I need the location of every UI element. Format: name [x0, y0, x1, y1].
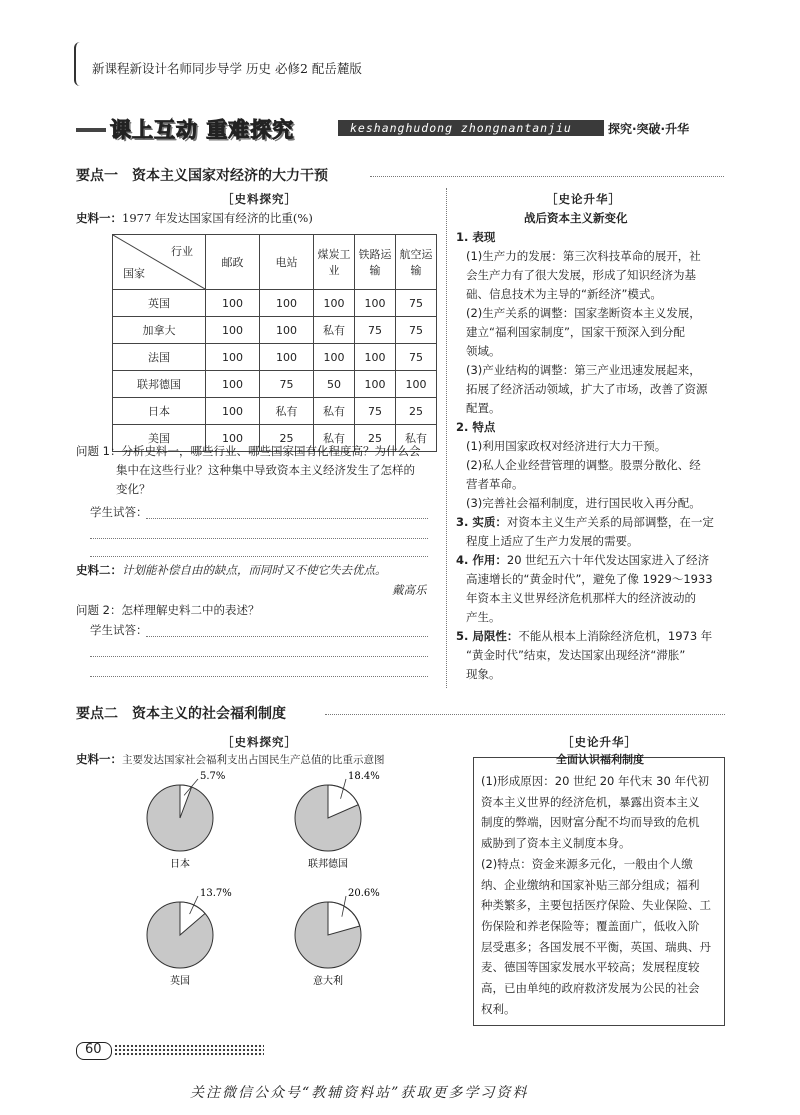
s1-material2: 史料二：计划能补偿自由的缺点，而同时又不使它失去优点。 [76, 563, 387, 577]
answer-line [90, 556, 428, 557]
s1-question1: 问题 1：分析史料一，哪些行业、哪些国家国有化程度高？为什么会 集中在这些行业？这种集中导致资本主义经济发生了怎样的 变化？ [76, 444, 421, 496]
pie-value-label-3: 13.7% [200, 888, 232, 899]
section1-heading-rule [370, 176, 724, 177]
footer-note: 关注微信公众号“教辅资料站”获取更多学习资料 [190, 1085, 529, 1101]
banner-pinyin: keshanghudong zhongnantanjiu [350, 121, 572, 135]
s1-right-label: ［史论升华］ [546, 192, 621, 206]
footer-dots [114, 1044, 264, 1056]
section2-heading: 要点二 资本主义的社会福利制度 [76, 706, 286, 722]
answer-line [90, 656, 428, 657]
s1-student-try-1: 学生试答： [90, 505, 148, 519]
header-series: 新课程新设计名师同步导学 历史 必修2 配岳麓版 [92, 61, 362, 76]
s1-right-title: 战后资本主义新变化 [524, 211, 628, 225]
table-row: 美国 100 25 私有 25 私有 [113, 425, 437, 452]
s1-data-table [112, 234, 437, 452]
s1-material2-author: 戴高乐 [392, 583, 427, 597]
s2-right-title: 全面认识福利制度 [556, 753, 644, 766]
pie-value-label-1: 5.7% [200, 771, 226, 782]
s1-student-try-2: 学生试答： [90, 623, 148, 637]
table-header: 铁路运输 [355, 235, 396, 290]
s2-left-label: ［史料探究］ [222, 735, 297, 749]
pie-value-label-4: 20.6% [348, 888, 380, 899]
pie-country-label-2: 联邦德国 [308, 859, 348, 870]
section1-divider [446, 188, 447, 688]
s2-right-body: (1)形成原因：20 世纪 20 年代末 30 年代初 资本主义世界的经济危机，暴露出资本主义 制度的弊端，因财富分配不均而导致的危机 威胁到了资本主义制度本身。 (2)特点：资金来源多元化，一般由个人缴 纳、企业缴纳和国家补贴三部分组成；福利 种类繁多，主要包括医疗保险、失业保险、工 伤保险和养老保险等；覆盖面广，低收入阶 层受惠多；各国发展不平衡，英国、瑞典、丹 麦、德国等国家发展水平较高；发展程度较 高，已由单纯的政府救济发展为公民的社会 权利。 [481, 774, 711, 1016]
pie-value-label-2: 18.4% [348, 771, 380, 782]
header-bar [74, 42, 80, 86]
table-row: 联邦德国 100 75 50 100 100 [113, 371, 437, 398]
s1-right-body: 1. 表现 (1)生产力的发展：第三次科技革命的展开，社 会生产力有了很大发展，形成了知识经济为基 础、信息技术为主导的“新经济”模式。 (2)生产关系的调整：国家垄断资本主义发展， 建立“福利国家制度”，国家干预深入到分配 领域。 (3)产业结构的调整：第三产业迅速发展起来， 拓展了经济活动领域，扩大了市场，改善了资源 配置。 2. 特点 (1)利用国家政权对经济进行大力干预。 (2)私人企业经营管理的调整。股票分散化、经 营者革命。 (3)完善社会福利制度，进行国民收入再分配。 3. 实质：对资本主义生产关系的局部调整，在一定 程度上适应了生产力发展的需要。 4. 作用：20 世纪五六十年代发达国家进入了经济 高速增长的“黄金时代”，避免了像 1929～1933 年资本主义世界经济危机那样大的经济波动的 产生。 5. 局限性：不能从根本上消除经济危机，1973 年 “黄金时代”结束，发达国家出现经济“滞胀” 现象。 [456, 230, 714, 681]
table-header: 邮政 [206, 235, 260, 290]
table-corner: 行业 国家 [113, 235, 206, 290]
page-number: 60 [85, 1042, 102, 1057]
s1-material1: 史料一：1977 年发达国家国有经济的比重(%) [76, 211, 313, 225]
banner-tag: 探究·突破·升华 [604, 120, 693, 137]
pie-country-label-3: 英国 [170, 976, 190, 987]
answer-line [146, 636, 428, 637]
s2-material1: 史料一：主要发达国家社会福利支出占国民生产总值的比重示意图 [76, 752, 385, 766]
banner-title: 课上互动 重难探究 [110, 118, 295, 142]
table-header: 煤炭工业 [314, 235, 355, 290]
table-row: 法国 100 100 100 100 75 [113, 344, 437, 371]
table-header: 航空运输 [396, 235, 437, 290]
pie-country-label-1: 日本 [170, 859, 190, 870]
s1-left-label: ［史料探究］ [222, 192, 297, 206]
section2-heading-rule [325, 714, 725, 715]
answer-line [90, 676, 428, 677]
table-header-row [113, 235, 437, 290]
table-header: 电站 [260, 235, 314, 290]
s1-question2: 问题 2：怎样理解史料二中的表述？ [76, 603, 260, 617]
s2-right-label: ［史论升华］ [562, 735, 637, 749]
answer-line [90, 538, 428, 539]
pie-country-label-4: 意大利 [313, 976, 343, 987]
welfare-pie-charts [120, 770, 420, 1010]
banner [76, 114, 726, 144]
table-row: 日本 100 私有 私有 75 25 [113, 398, 437, 425]
section1-heading: 要点一 资本主义国家对经济的大力干预 [76, 168, 328, 184]
table-row: 加拿大 100 100 私有 75 75 [113, 317, 437, 344]
table-row: 英国 100 100 100 100 75 [113, 290, 437, 317]
answer-line [146, 518, 428, 519]
